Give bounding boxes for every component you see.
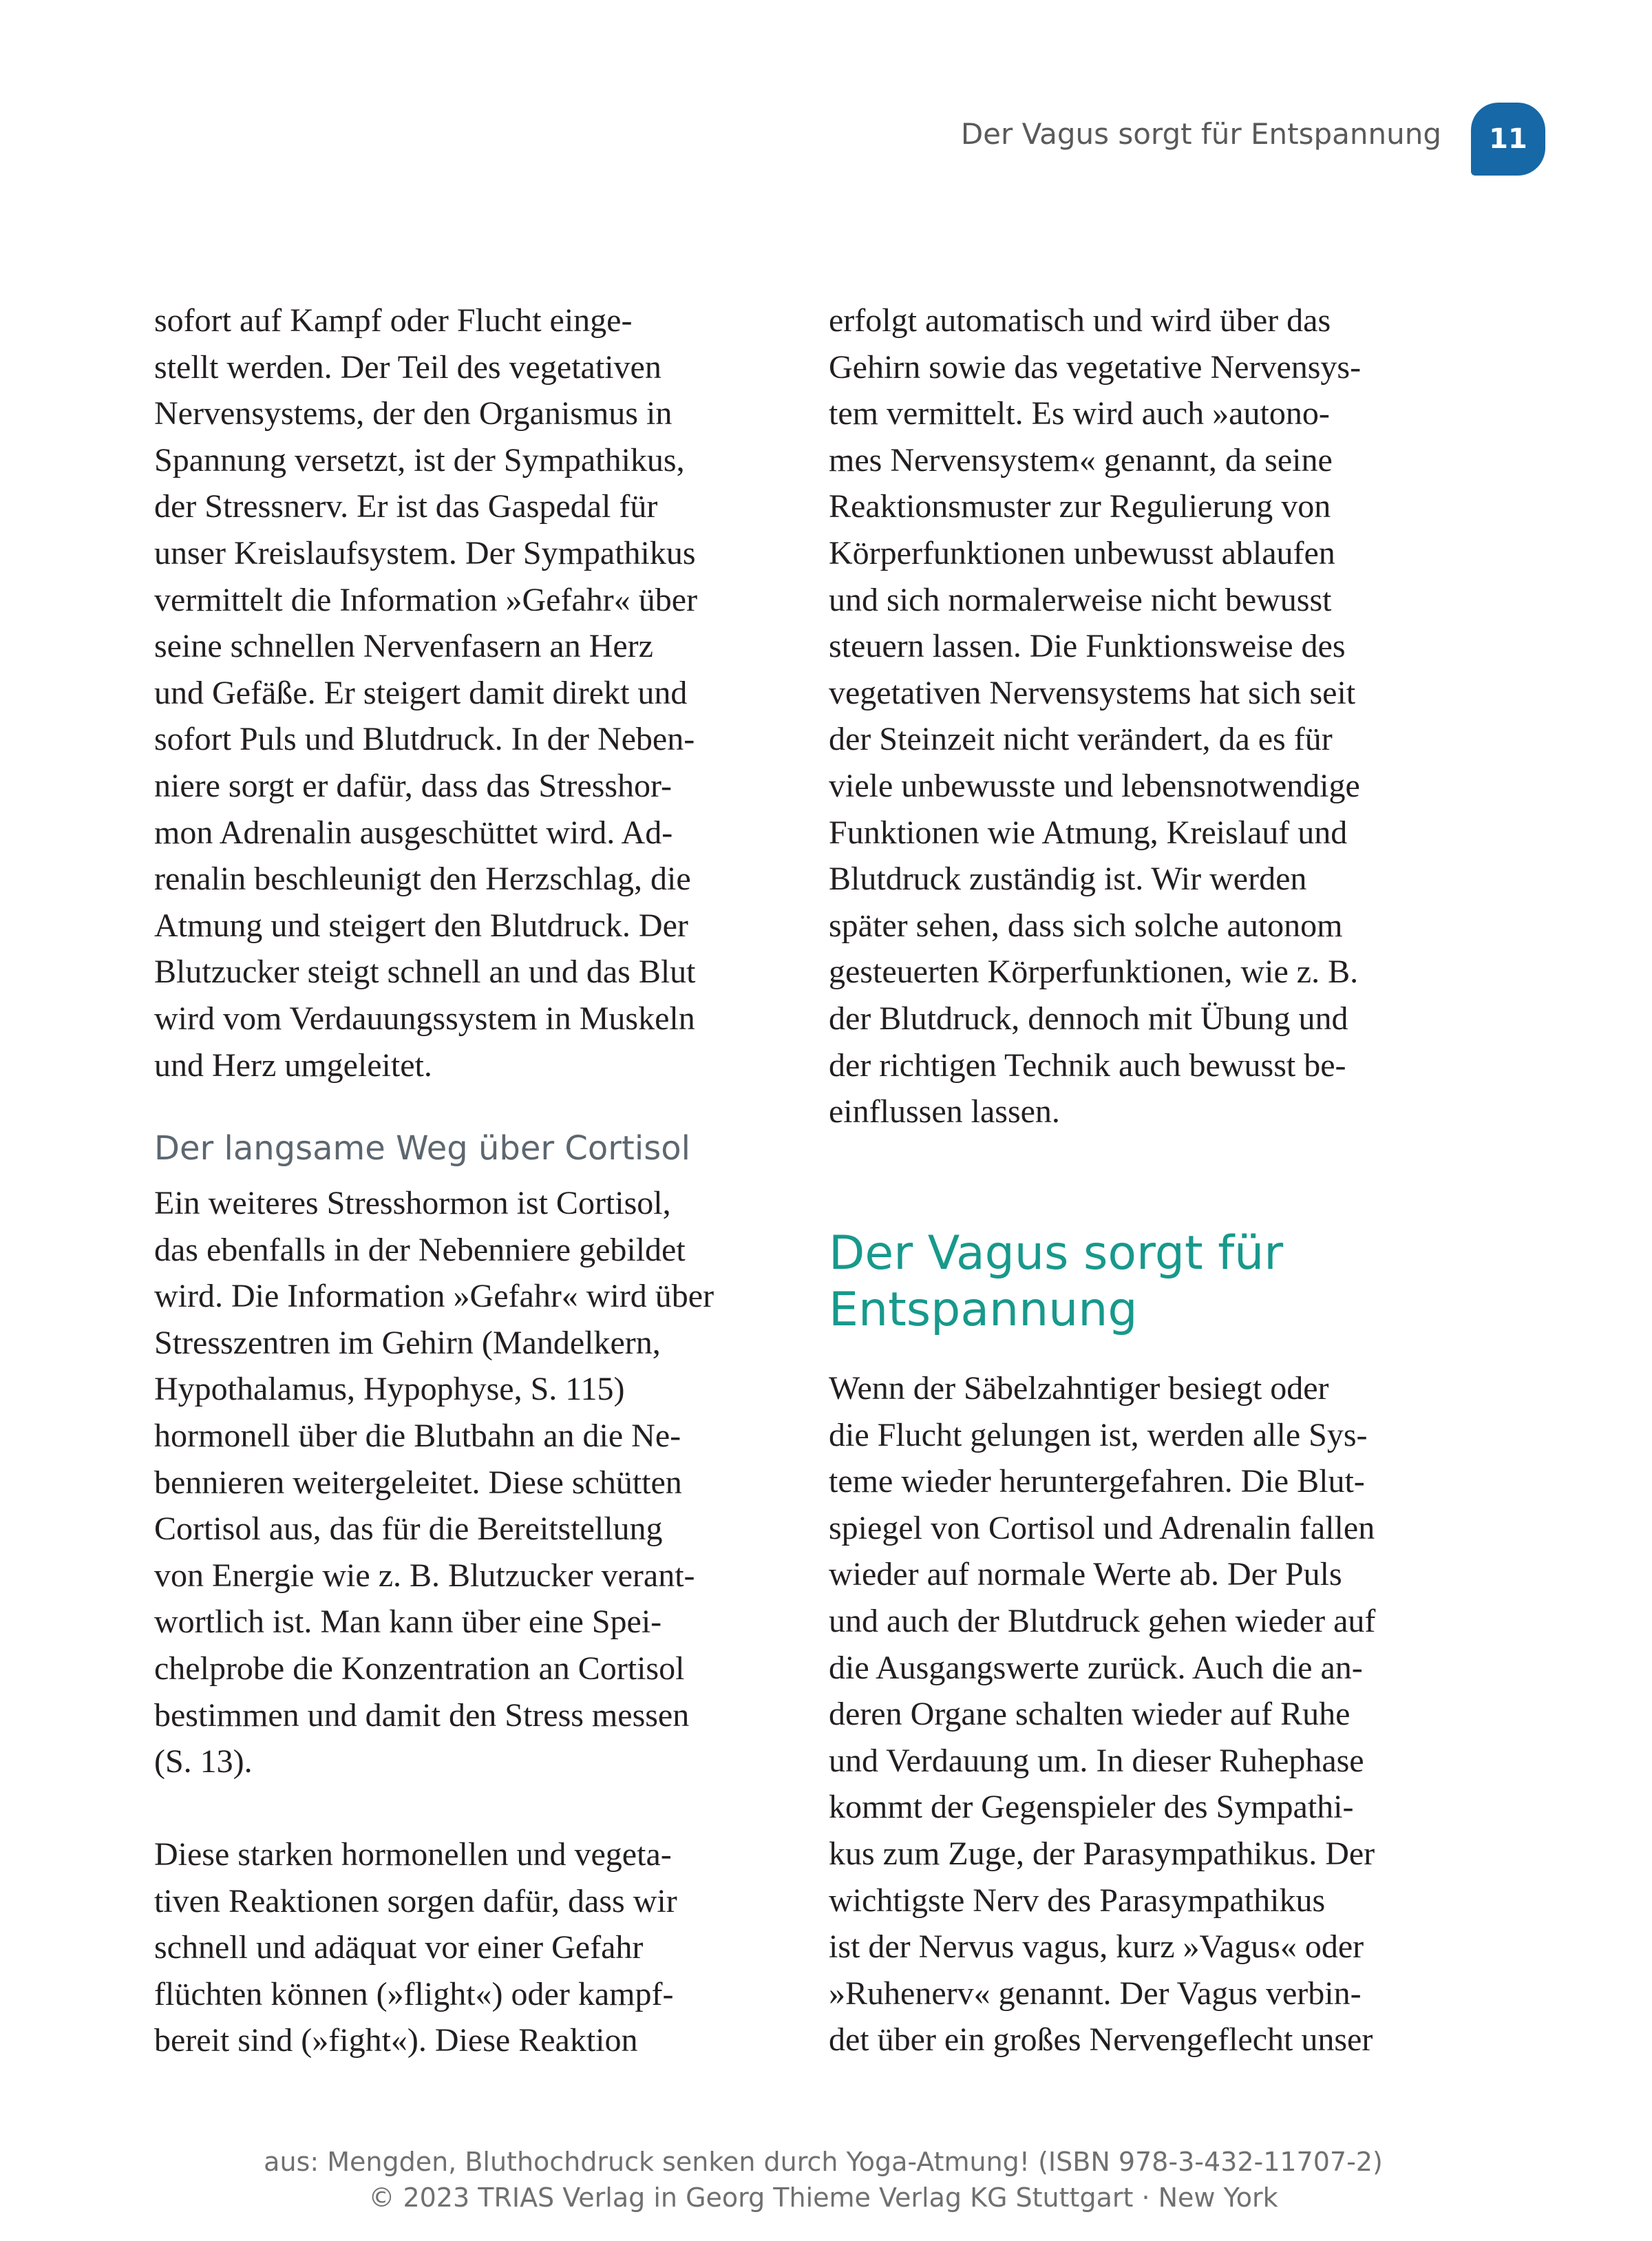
text-line: kommt der Gegenspieler des Sympathi- [829, 1789, 1354, 1826]
text-line: mes Nervensystem« genannt, da seine [829, 441, 1333, 478]
text-line: wird. Die Information »Gefahr« wird über [154, 1278, 714, 1315]
footer-source: aus: Mengden, Bluthochdruck senken durch Yoga-Atmung! (ISBN 978-3-432-11707-2) [264, 2147, 1383, 2177]
text-line: und Verdauung um. In dieser Ruhephase [829, 1742, 1364, 1779]
text-line: Gehirn sowie das vegetative Nervensys- [829, 348, 1362, 386]
text-line: Ein weiteres Stresshormon ist Cortisol, [154, 1185, 671, 1221]
text-line: tem vermittelt. Es wird auch »autono- [829, 395, 1330, 432]
text-line: der Stressnerv. Er ist das Gaspedal für [154, 488, 658, 525]
text-line: flüchten können (»flight«) oder kampf- [154, 1975, 674, 2012]
text-line: Reaktionsmuster zur Regulierung von [829, 488, 1331, 525]
text-line: stellt werden. Der Teil des vegetativen [154, 348, 661, 386]
text-line: Diese starken hormonellen und vegeta- [154, 1836, 672, 1873]
text-line: vegetativen Nervensystems hat sich seit [829, 674, 1356, 711]
text-line: unser Kreislaufsystem. Der Sympathikus [154, 534, 696, 571]
text-line: steuern lassen. Die Funktionsweise des [829, 628, 1346, 665]
text-line: und Gefäße. Er steigert damit direkt und [154, 674, 688, 711]
text-line: spiegel von Cortisol und Adrenalin fallen [829, 1509, 1375, 1546]
subheading-cortisol: Der langsame Weg über Cortisol [154, 1129, 690, 1168]
text-line: Stresszentren im Gehirn (Mandelkern, [154, 1324, 661, 1361]
text-line: gesteuerten Körperfunktionen, wie z. B. [829, 954, 1359, 991]
left-paragraph-1 [154, 297, 697, 1088]
text-line: Körperfunktionen unbewusst ablaufen [829, 534, 1335, 571]
text-line: det über ein großes Nervengeflecht unser [829, 2021, 1373, 2059]
text-line: die Flucht gelungen ist, werden alle Sys- [829, 1416, 1368, 1453]
text-line: Cortisol aus, das für die Bereitstellung [154, 1511, 663, 1548]
page-number-badge: 11 [1471, 103, 1545, 176]
text-line: Spannung versetzt, ist der Sympathikus, [154, 441, 685, 478]
text-line: mon Adrenalin ausgeschüttet wird. Ad- [154, 814, 673, 851]
text-line: seine schnellen Nervenfasern an Herz [154, 628, 653, 665]
right-paragraph-1 [829, 297, 1361, 1135]
running-head-title: Der Vagus sorgt für Entspannung [960, 117, 1441, 151]
text-line: wortlich ist. Man kann über eine Spei- [154, 1603, 662, 1641]
text-line: Wenn der Säbelzahntiger besiegt oder [829, 1370, 1329, 1407]
text-line: Funktionen wie Atmung, Kreislauf und [829, 814, 1348, 851]
text-line: hormonell über die Blutbahn an die Ne- [154, 1417, 681, 1454]
text-line: und sich normalerweise nicht bewusst [829, 581, 1332, 618]
text-line: wird vom Verdauungssystem in Muskeln [154, 1000, 695, 1037]
text-line: (S. 13). [154, 1743, 253, 1780]
text-line: chelprobe die Konzentration an Cortisol [154, 1650, 685, 1687]
text-line: von Energie wie z. B. Blutzucker verant- [154, 1557, 695, 1594]
text-line: der richtigen Technik auch bewusst be- [829, 1046, 1346, 1084]
text-line: viele unbewusste und lebensnotwendige [829, 767, 1360, 804]
text-line: die Ausgangswerte zurück. Auch die an- [829, 1649, 1363, 1686]
text-line: renalin beschleunigt den Herzschlag, die [154, 861, 691, 898]
text-line: tiven Reaktionen sorgen dafür, dass wir [154, 1882, 677, 1919]
text-line: niere sorgt er dafür, dass das Stresshor- [154, 767, 673, 804]
text-line: bennieren weitergeleitet. Diese schütten [154, 1464, 682, 1501]
text-line: vermittelt die Information »Gefahr« über [154, 581, 698, 618]
text-line: schnell und adäquat vor einer Gefahr [154, 1929, 644, 1966]
footer-copyright: © 2023 TRIAS Verlag in Georg Thieme Verlag KG Stuttgart · New York [368, 2182, 1278, 2213]
text-line: kus zum Zuge, der Parasympathikus. Der [829, 1835, 1375, 1872]
text-line: und Herz umgeleitet. [154, 1046, 432, 1084]
section-heading-line: Entspannung [829, 1283, 1138, 1337]
left-paragraph-2 [154, 1180, 714, 1785]
text-line: bestimmen und damit den Stress messen [154, 1696, 690, 1734]
text-line: später sehen, dass sich solche autonom [829, 907, 1343, 944]
left-paragraph-3 [154, 1831, 677, 2064]
right-paragraph-2 [829, 1365, 1375, 2063]
text-line: der Blutdruck, dennoch mit Übung und [829, 1000, 1348, 1037]
text-line: teme wieder heruntergefahren. Die Blut- [829, 1463, 1365, 1500]
text-line: der Steinzeit nicht verändert, da es für [829, 721, 1333, 758]
section-heading [829, 1225, 1283, 1338]
text-line: und auch der Blutdruck gehen wieder auf [829, 1602, 1376, 1639]
text-line: deren Organe schalten wieder auf Ruhe [829, 1696, 1351, 1733]
text-line: Blutzucker steigt schnell an und das Blut [154, 954, 696, 991]
text-line: wichtigste Nerv des Parasympathikus [829, 1882, 1326, 1919]
text-line: sofort Puls und Blutdruck. In der Neben- [154, 721, 695, 758]
text-line: sofort auf Kampf oder Flucht einge- [154, 302, 633, 339]
text-line: Atmung und steigert den Blutdruck. Der [154, 907, 688, 944]
text-line: »Ruhenerv« genannt. Der Vagus verbin- [829, 1975, 1362, 2012]
section-heading-line: Der Vagus sorgt für [829, 1226, 1284, 1281]
text-line: wieder auf normale Werte ab. Der Puls [829, 1556, 1342, 1593]
text-line: Blutdruck zuständig ist. Wir werden [829, 861, 1307, 898]
text-line: das ebenfalls in der Nebenniere gebildet [154, 1231, 686, 1268]
text-line: einflussen lassen. [829, 1093, 1060, 1130]
text-line: erfolgt automatisch und wird über das [829, 302, 1331, 339]
text-line: Nervensystems, der den Organismus in [154, 395, 673, 432]
text-line: ist der Nervus vagus, kurz »Vagus« oder [829, 1928, 1364, 1966]
text-line: bereit sind (»fight«). Diese Reaktion [154, 2022, 638, 2059]
text-line: Hypothalamus, Hypophyse, S. 115) [154, 1371, 625, 1408]
